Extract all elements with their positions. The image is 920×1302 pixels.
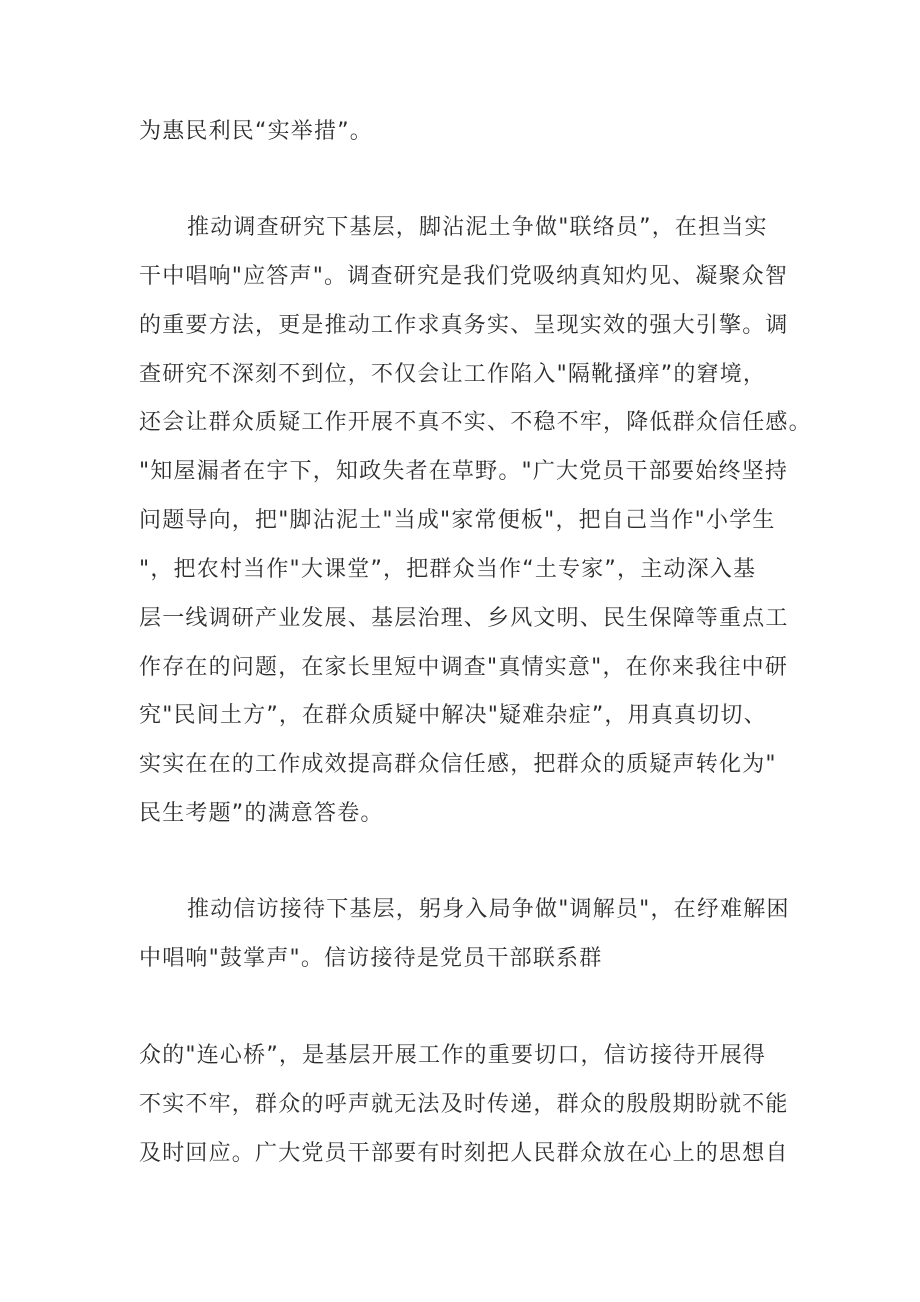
paragraph-line: 还会让群众质疑工作开展不真不实、不稳不牢，降低群众信任感。: [139, 410, 812, 435]
paragraph-line: 中唱响"鼓掌声"。信访接待是党员干部联系群: [139, 946, 603, 971]
paragraph-line: "，把农村当作"大课堂”，把群众当作“土专家”，主动深入基: [139, 557, 757, 582]
paragraph-line: 作存在的问题，在家长里短中调查"真情实意"，在你来我往中研: [139, 655, 789, 680]
paragraph-line: 不实不牢，群众的呼声就无法及时传递，群众的殷殷期盼就不能: [139, 1092, 789, 1117]
paragraph-line: 问题导向，把"脚沾泥土"当成"家常便板"，把自己当作"小学生: [139, 508, 776, 533]
paragraph-line: 及时回应。广大党员干部要有时刻把人民群众放在心上的思想自: [139, 1141, 789, 1166]
paragraph-line: 查研究不深刻不到位，不仅会让工作陷入"隔靴搔痒”的窘境，: [139, 362, 767, 387]
paragraph-line: 层一线调研产业发展、基层治理、乡风文明、民生保障等重点工: [139, 606, 789, 631]
paragraph-line: 实实在在的工作成效提高群众信任感，把群众的质疑声转化为": [139, 752, 777, 777]
paragraph-line: 民生考题”的满意答卷。: [139, 801, 384, 826]
paragraph-line: 为惠民利民“实举措”。: [139, 119, 373, 144]
paragraph-line: 干中唱响"应答声"。调查研究是我们党吸纳真知灼见、凝聚众智: [139, 264, 789, 289]
paragraph-line: 的重要方法，更是推动工作求真务实、呈现实效的强大引擎。调: [139, 313, 789, 338]
paragraph-line: 推动信访接待下基层，躬身入局争做"调解员"，在纾难解困: [187, 897, 790, 922]
paragraph-line: 究"民间土方”，在群众质疑中解决"疑难杂症”，用真真切切、: [139, 703, 767, 728]
paragraph-line: "知屋漏者在宇下，知政失者在草野。"广大党员干部要始终坚持: [139, 459, 789, 484]
paragraph-line: 众的"连心桥”，是基层开展工作的重要切口，信访接待开展得: [139, 1043, 767, 1068]
paragraph-line: 推动调查研究下基层，脚沾泥土争做"联络员”，在担当实: [187, 215, 768, 240]
